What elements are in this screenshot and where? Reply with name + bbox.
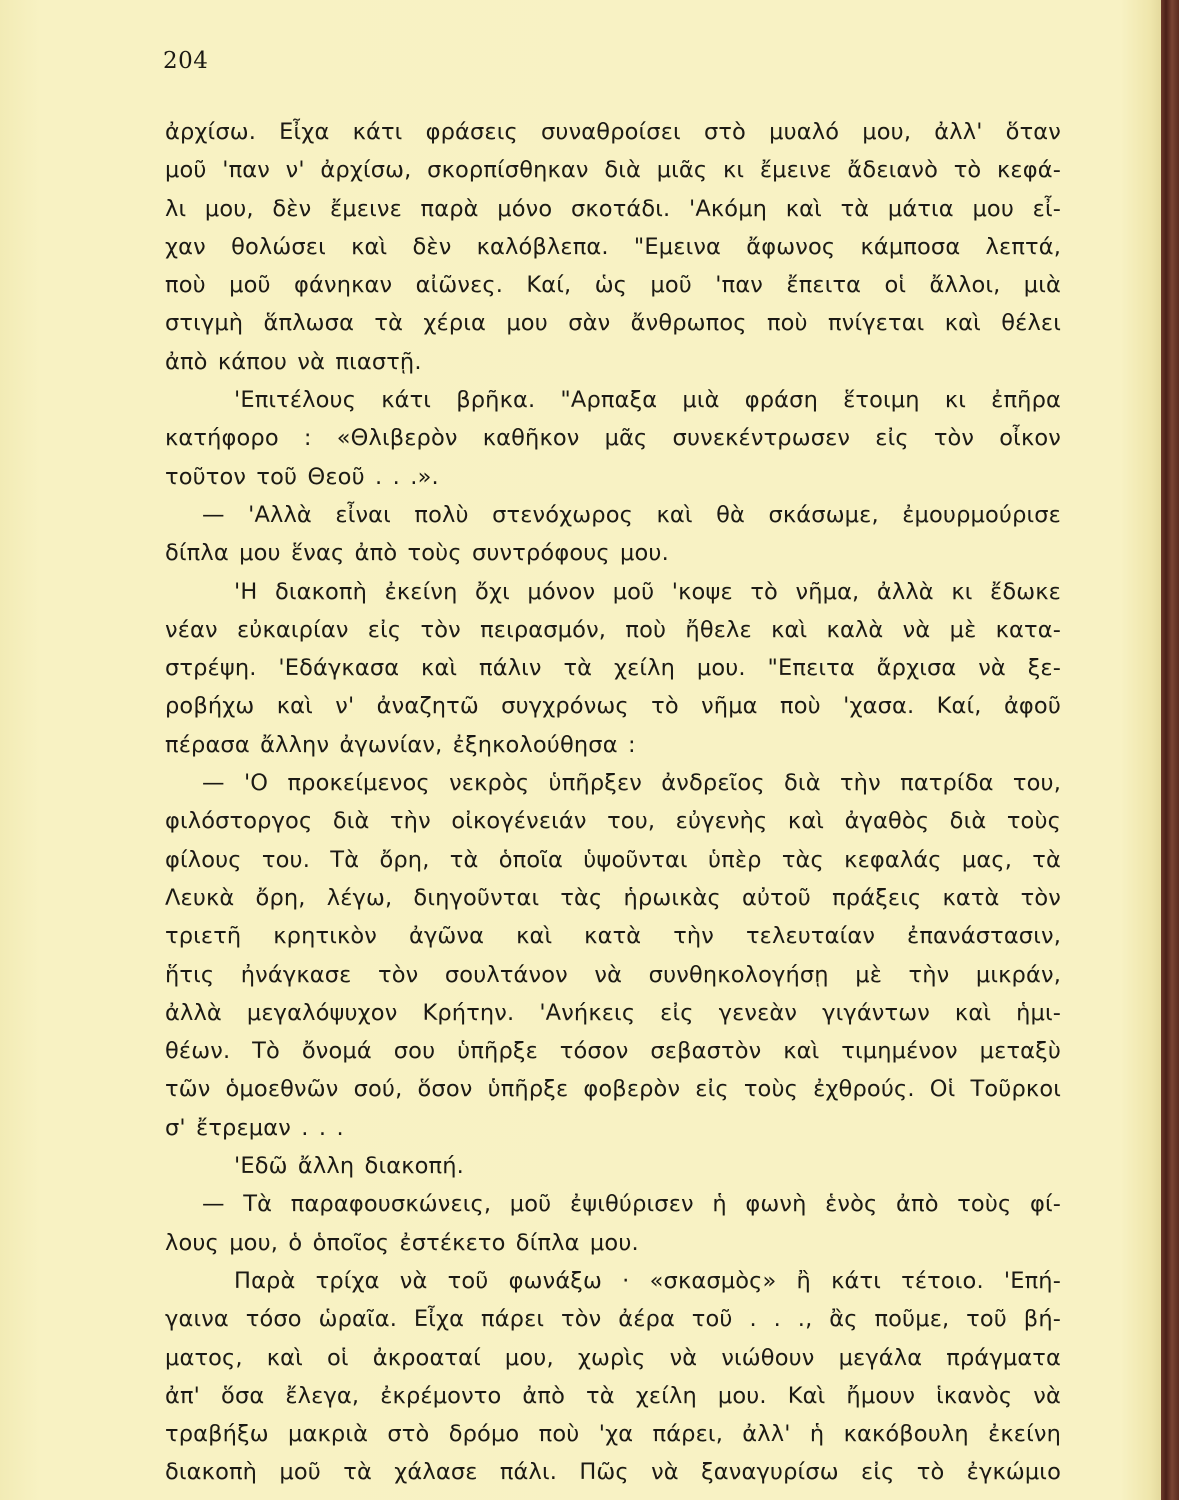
- text-line: λι μου, δὲν ἔμεινε παρὰ μόνο σκοτάδι. 'Ακόμη καὶ τὰ μάτια μου εἶ-: [165, 195, 1061, 222]
- text-line: δίπλα μου ἕνας ἀπὸ τοὺς συντρόφους μου.: [165, 540, 669, 567]
- page-edge: [1161, 0, 1179, 1500]
- text-line: τραβήξω μακριὰ στὸ δρόμο ποὺ 'χα πάρει, ἀλλ' ἡ κακόβουλη ἐκείνη: [165, 1421, 1061, 1448]
- page-number: 204: [163, 48, 209, 74]
- text-line: τριετῆ κρητικὸν ἀγῶνα καὶ κατὰ τὴν τελευταίαν ἐπανάστασιν,: [165, 923, 1061, 950]
- text-line: τῶν ὁμοεθνῶν σού, ὅσον ὑπῆρξε φοβερὸν εἰς τοὺς ἐχθρούς. Οἱ Τοῦρκοι: [165, 1076, 1061, 1103]
- text-line: — Τὰ παραφουσκώνεις, μοῦ ἐψιθύρισεν ἡ φωνὴ ἑνὸς ἀπὸ τοὺς φί-: [202, 1191, 1061, 1218]
- text-line: διακοπὴ μοῦ τὰ χάλασε πάλι. Πῶς νὰ ξαναγυρίσω εἰς τὸ ἐγκώμιο: [165, 1459, 1061, 1486]
- text-line: Παρὰ τρίχα νὰ τοῦ φωνάξω · «σκασμὸς» ἢ κάτι τέτοιο. 'Επή-: [234, 1267, 1061, 1294]
- text-line: — 'Αλλὰ εἶναι πολὺ στενόχωρος καὶ θὰ σκάσωμε, ἐμουρμούρισε: [202, 501, 1061, 528]
- text-line: χαν θολώσει καὶ δὲν καλόβλεπα. "Εμεινα ἄφωνος κάμποσα λεπτά,: [165, 233, 1061, 260]
- text-line: θέων. Τὸ ὄνομά σου ὑπῆρξε τόσον σεβαστὸν καὶ τιμημένον μεταξὺ: [165, 1038, 1061, 1065]
- text-line: γαινα τόσο ὡραῖα. Εἶχα πάρει τὸν ἀέρα τοῦ . . ., ἂς ποῦμε, τοῦ βή-: [165, 1306, 1061, 1333]
- text-line: ἀπ' ὅσα ἔλεγα, ἐκρέμοντο ἀπὸ τὰ χείλη μου. Καὶ ἤμουν ἱκανὸς νὰ: [165, 1382, 1061, 1409]
- text-line: ἀλλὰ μεγαλόψυχον Κρήτην. 'Ανήκεις εἰς γενεὰν γιγάντων καὶ ἡμι-: [165, 999, 1061, 1026]
- body-text: [165, 113, 1061, 1492]
- text-line: κατήφορο : «Θλιβερὸν καθῆκον μᾶς συνεκέντρωσεν εἰς τὸν οἶκον: [165, 425, 1061, 452]
- text-line: μοῦ 'παν ν' ἀρχίσω, σκορπίσθηκαν διὰ μιᾶς κι ἔμεινε ἄδειανὸ τὸ κεφά-: [165, 157, 1061, 184]
- text-line: 'Εδῶ ἄλλη διακοπή.: [234, 1153, 464, 1180]
- text-line: Λευκὰ ὄρη, λέγω, διηγοῦνται τὰς ἡρωικὰς αὐτοῦ πράξεις κατὰ τὸν: [165, 884, 1061, 911]
- text-line: ποὺ μοῦ φάνηκαν αἰῶνες. Καί, ὡς μοῦ 'παν ἔπειτα οἱ ἄλλοι, μιὰ: [165, 272, 1061, 299]
- text-line: 'Η διακοπὴ ἐκείνη ὄχι μόνον μοῦ 'κοψε τὸ νῆμα, ἀλλὰ κι ἔδωκε: [234, 578, 1061, 605]
- text-line: 'Επιτέλους κάτι βρῆκα. "Αρπαξα μιὰ φράση ἕτοιμη κι ἐπῆρα: [234, 387, 1061, 414]
- text-line: ροβήχω καὶ ν' ἀναζητῶ συγχρόνως τὸ νῆμα ποὺ 'χασα. Καί, ἀφοῦ: [165, 693, 1061, 720]
- text-line: σ' ἔτρεμαν . . .: [165, 1114, 344, 1141]
- text-line: φίλους του. Τὰ ὄρη, τὰ ὁποῖα ὑψοῦνται ὑπὲρ τὰς κεφαλάς μας, τὰ: [165, 846, 1061, 873]
- text-line: λους μου, ὁ ὁποῖος ἐστέκετο δίπλα μου.: [165, 1229, 639, 1256]
- text-line: ἀρχίσω. Εἶχα κάτι φράσεις συναθροίσει στὸ μυαλό μου, ἀλλ' ὅταν: [165, 119, 1061, 145]
- text-line: νέαν εὐκαιρίαν εἰς τὸν πειρασμόν, ποὺ ἤθελε καὶ καλὰ νὰ μὲ κατα-: [165, 616, 1061, 643]
- text-line: ἥτις ἠνάγκασε τὸν σουλτάνον νὰ συνθηκολογήσῃ μὲ τὴν μικράν,: [165, 961, 1061, 988]
- text-line: πέρασα ἄλλην ἀγωνίαν, ἐξηκολούθησα :: [165, 731, 636, 758]
- text-line: τοῦτον τοῦ Θεοῦ . . .».: [165, 463, 439, 490]
- text-line: ματος, καὶ οἱ ἀκροαταί μου, χωρὶς νὰ νιώθουν μεγάλα πράγματα: [165, 1344, 1061, 1371]
- text-line: στιγμὴ ἅπλωσα τὰ χέρια μου σὰν ἄνθρωπος ποὺ πνίγεται καὶ θέλει: [165, 310, 1061, 337]
- text-line: ἀπὸ κάπου νὰ πιαστῇ.: [165, 348, 422, 375]
- text-line: στρέψη. 'Εδάγκασα καὶ πάλιν τὰ χείλη μου. "Επειτα ἄρχισα νὰ ξε-: [165, 655, 1061, 682]
- text-line: φιλόστοργος διὰ τὴν οἰκογένειάν του, εὐγενὴς καὶ ἀγαθὸς διὰ τοὺς: [165, 808, 1061, 835]
- text-line: — 'Ο προκείμενος νεκρὸς ὑπῆρξεν ἀνδρεῖος διὰ τὴν πατρίδα του,: [202, 770, 1061, 797]
